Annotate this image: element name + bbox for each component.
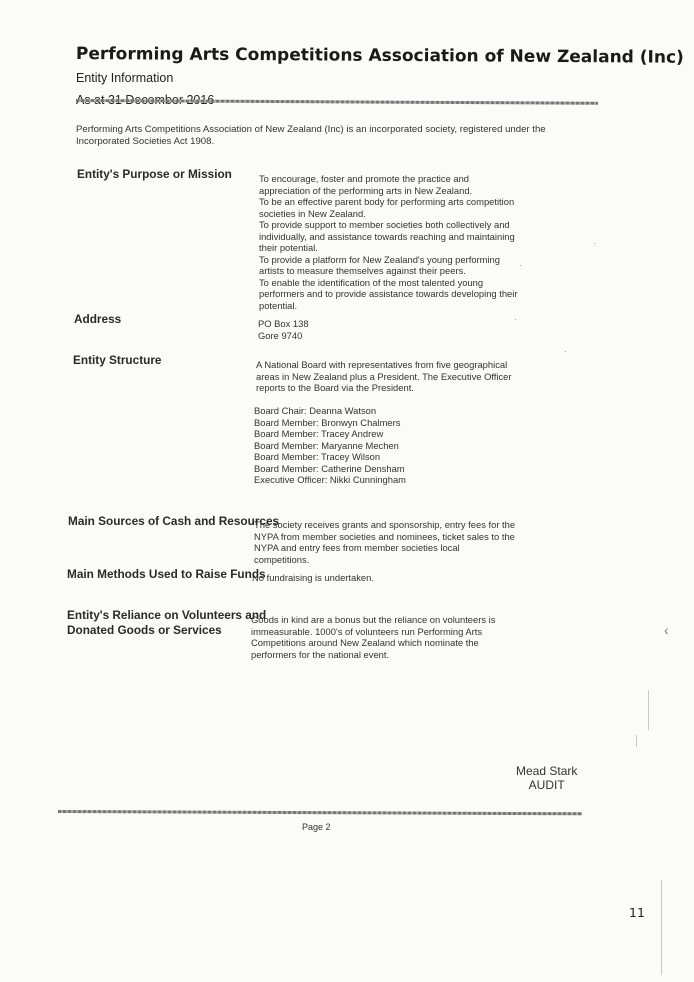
structure-label: Entity Structure [73,353,162,367]
scan-mark [636,735,637,747]
board-member: Board Member: Tracey Andrew [254,428,384,439]
scan-mark [648,690,649,730]
methods-label: Main Methods Used to Raise Funds [67,567,266,581]
address-text [258,318,309,341]
address-label: Address [74,312,122,326]
scan-mark [661,880,662,975]
purpose-line: To provide support to member societies both collectively and individually, and assistance towards reaching and maintaining their potential. [259,219,515,253]
scan-speck: · [519,260,522,270]
board-member: Board Member: Tracey Wilson [254,451,381,462]
document-title: Performing Arts Competitions Association of New Zealand (Inc) [75,44,684,68]
address-line: Gore 9740 [258,329,303,341]
page-label: Page 2 [302,822,331,832]
intro-paragraph: Performing Arts Competitions Association of New Zealand (Inc) is an incorporated society, registered under the Incorporated Societies Act 1908. [76,124,546,147]
structure-description: A National Board with representatives from five geographical areas in New Zealand plus a President. The Executive Officer reports to the Board via the President. [256,359,512,393]
board-member: Executive Officer: Nikki Cunningham [254,474,406,485]
purpose-text [259,173,521,311]
stamp-line: Mead Stark [516,764,578,778]
scan-speck: · [564,346,567,356]
purpose-line: To provide a platform for New Zealand's young performing artists to measure themselves against their peers. [259,253,500,276]
sources-text: The society receives grants and sponsorship, entry fees for the NYPA from member societies and nominees, ticket sales to the NYPA and entry fees from member societies local competitions. [254,519,516,565]
purpose-line: To enable the identification of the most talented young performers and to provide assistance towards developing their potential. [259,276,518,311]
board-member: Board Chair: Deanna Watson [254,405,377,416]
audit-stamp [516,764,577,792]
scan-speck: ‹ [664,622,669,638]
reliance-label-line: Donated Goods or Services [67,623,222,637]
document-subtitle: Entity Information [76,71,174,85]
reliance-label-line: Entity's Reliance on Volunteers and [67,608,267,622]
board-member: Board Member: Maryanne Mechen [254,439,399,451]
stamp-line: AUDIT [528,778,565,792]
scan-speck: · [593,238,596,248]
footer-rule [58,810,582,815]
address-line: PO Box 138 [258,318,309,329]
board-member: Board Member: Bronwyn Chalmers [254,416,401,428]
purpose-label: Entity's Purpose or Mission [77,167,232,181]
sources-label: Main Sources of Cash and Resources [68,514,280,528]
board-members-list [254,405,406,486]
methods-text: No fundraising is undertaken. [252,572,374,583]
reliance-label [67,608,266,638]
purpose-line: To encourage, foster and promote the practice and appreciation of the performing arts in New Zealand. [259,173,473,196]
scan-speck: · [514,314,517,324]
board-member: Board Member: Catherine Densham [254,462,405,474]
purpose-line: To be an effective parent body for performing arts competition societies in New Zealand. [259,196,515,219]
page-number: 11 [629,905,645,920]
reliance-text: Goods in kind are a bonus but the reliance on volunteers is immeasurable. 1000's of volunteers run Performing Arts Competitions around New Zealand which nominate the performers for the national event. [251,614,496,660]
